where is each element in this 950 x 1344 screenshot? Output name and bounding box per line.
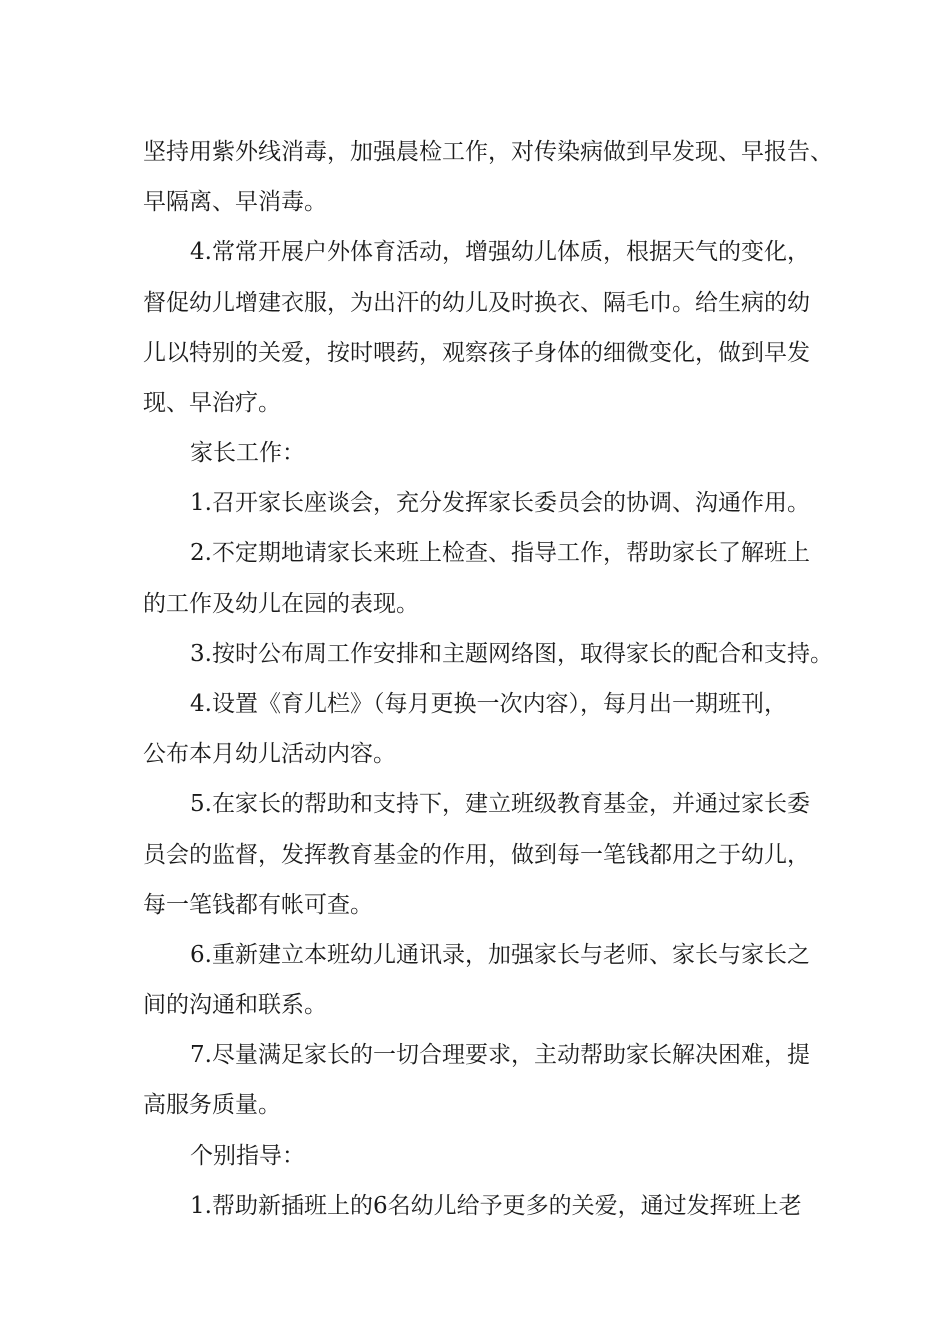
text-line: 4.常常开展户外体育活动，增强幼儿体质，根据天气的变化， [190, 239, 810, 265]
text-line: 现、早治疗。 [143, 390, 281, 416]
text-line: 2.不定期地请家长来班上检查、指导工作，帮助家长了解班上 [190, 540, 810, 566]
text-line: 1.帮助新插班上的6名幼儿给予更多的关爱，通过发挥班上老 [190, 1193, 802, 1219]
text-line: 的工作及幼儿在园的表现。 [143, 591, 419, 617]
text-line: 每一笔钱都有帐可查。 [143, 892, 373, 918]
text-line: 3.按时公布周工作安排和主题网络图，取得家长的配合和支持。 [190, 641, 833, 667]
text-line: 督促幼儿增建衣服，为出汗的幼儿及时换衣、隔毛巾。给生病的幼 [143, 290, 810, 316]
text-line: 7.尽量满足家长的一切合理要求，主动帮助家长解决困难，提 [190, 1042, 810, 1068]
section-heading: 个别指导： [190, 1143, 305, 1169]
text-line: 公布本月幼儿活动内容。 [143, 741, 396, 767]
text-line: 高服务质量。 [143, 1092, 281, 1118]
text-line: 早隔离、早消毒。 [143, 189, 327, 215]
text-line: 1.召开家长座谈会，充分发挥家长委员会的协调、沟通作用。 [190, 490, 810, 516]
text-line: 坚持用紫外线消毒，加强晨检工作，对传染病做到早发现、早报告、 [143, 139, 833, 165]
text-line: 5.在家长的帮助和支持下，建立班级教育基金，并通过家长委 [190, 791, 810, 817]
text-line: 4.设置《育儿栏》（每月更换一次内容），每月出一期班刊， [190, 691, 787, 717]
text-line: 6.重新建立本班幼儿通讯录，加强家长与老师、家长与家长之 [190, 942, 810, 968]
text-line: 间的沟通和联系。 [143, 992, 327, 1018]
section-heading: 家长工作： [190, 440, 305, 466]
text-line: 员会的监督，发挥教育基金的作用，做到每一笔钱都用之于幼儿， [143, 842, 810, 868]
text-line: 儿以特别的关爱，按时喂药，观察孩子身体的细微变化，做到早发 [143, 340, 810, 366]
